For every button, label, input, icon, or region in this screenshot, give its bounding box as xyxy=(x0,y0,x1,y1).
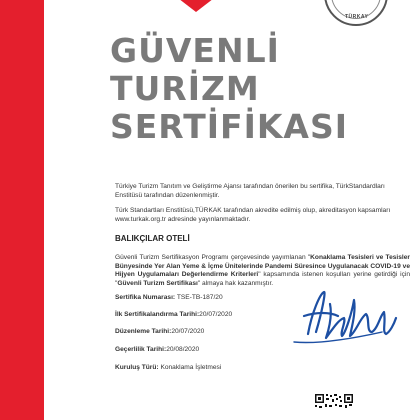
title-line-2: TURİZM xyxy=(110,69,260,108)
accreditation-seal-icon xyxy=(324,0,388,26)
certificate-title xyxy=(110,32,348,146)
title-line-1: GÜVENLİ xyxy=(110,31,280,70)
certificate-name: Güvenli Turizm Sertifikası xyxy=(117,279,198,287)
seal-label: TÜRKAY xyxy=(345,14,369,20)
intro-paragraph: Türkiye Turizm Tanıtım ve Geliştirme Ajansı tarafından önerilen bu sertifika, TürkStandardları Enstitüsü tarafından düzenlenmiştir. xyxy=(115,183,385,199)
field-organization-type: Kuruluş Türü: Konaklama İşletmesi xyxy=(115,364,222,371)
qr-code-icon xyxy=(314,393,354,420)
title-line-3: SERTİFİKASI xyxy=(110,107,349,146)
field-first-certification-date: İlk Sertifikalandırma Tarihi:20/07/2020 xyxy=(115,311,233,318)
band-divider xyxy=(44,0,50,420)
hotel-name: BALIKÇILAR OTELİ xyxy=(115,234,190,243)
field-issue-date: Düzenleme Tarihi:20/07/2020 xyxy=(115,328,205,335)
criteria-name: Konaklama Tesisleri ve Tesisler Bünyesinde Yer Alan Yeme & İçme Ünitelerinde Pandemi Süresince Uygulanacak COVID-19 ve Hijyen Uygulamaları Değerlendirme Kriterleri xyxy=(115,254,410,279)
field-certificate-number: Sertifika Numarası: TSE-TB-187/20 xyxy=(115,294,223,301)
signature-icon xyxy=(286,282,406,352)
logo-emblem-icon xyxy=(170,0,222,12)
field-validity-date: Geçerlilik Tarihi:20/08/2020 xyxy=(115,346,200,353)
scope-paragraph: Güvenli Turizm Sertifikasyon Programı çerçevesinde yayımlanan "Konaklama Tesisleri ve Tesisler Bünyesinde Yer Alan Yeme & İçme Ünitelerinde Pandemi Süresince Uygulanacak COVID-19 ve Hijyen Uygulamaları Değerlendirme Kriterleri" kapsamında istenen koşulları yerine getirdiği için "Güvenli Turizm Sertifikası" almaya hak kazanmıştır. xyxy=(115,254,410,287)
accreditation-paragraph: Türk Standartları Enstitüsü,TÜRKAK tarafından akredite edilmiş olup, akreditasyon kapsamları www.turkak.org.tr adresinde yayınlanmaktadır. xyxy=(115,207,391,223)
red-side-band xyxy=(0,0,44,420)
